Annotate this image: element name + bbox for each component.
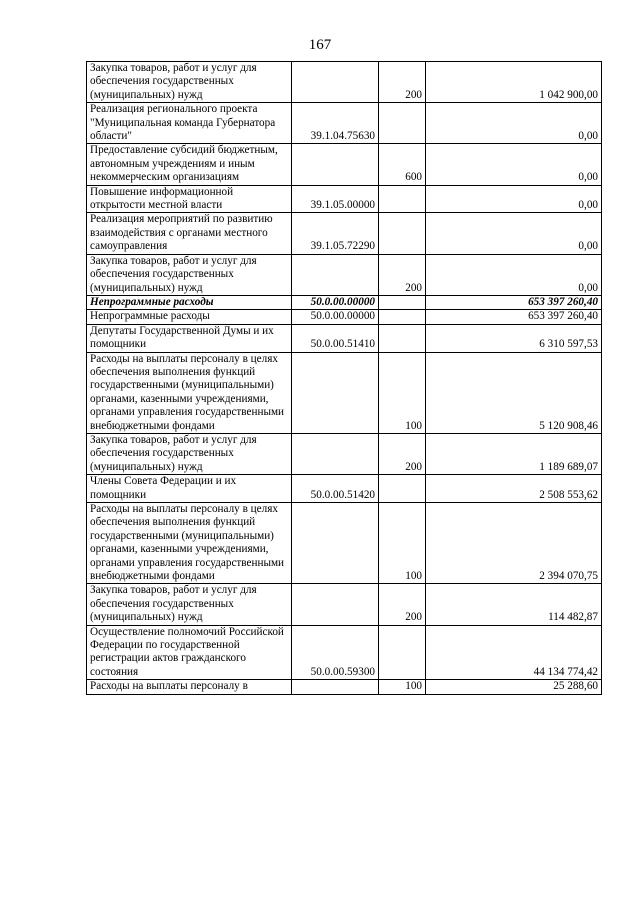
target-article-code-cell: [292, 584, 379, 625]
expense-name-cell: Закупка товаров, работ и услуг для обеспечения государственных (муниципальных) нужд: [87, 584, 292, 625]
expense-type-cell: [379, 295, 426, 309]
amount-cell: 1 189 689,07: [426, 433, 602, 474]
expense-name-cell: Повышение информационной открытости местной власти: [87, 185, 292, 213]
expense-name-cell: Осуществление полномочий Российской Федерации по государственной регистрации актов гражданского состояния: [87, 625, 292, 680]
amount-cell: 0,00: [426, 213, 602, 254]
amount-cell: 114 482,87: [426, 584, 602, 625]
expense-name-cell: Расходы на выплаты персоналу в целях обеспечения выполнения функций государственными (муниципальными) органами, казенными учреждениями, органами управления государственными внебюджетными фондами: [87, 352, 292, 433]
expense-name-cell: Непрограммные расходы: [87, 295, 292, 309]
table-row: [87, 584, 602, 625]
expense-name-cell: Расходы на выплаты персоналу в целях обеспечения выполнения функций государственными (муниципальными) органами, казенными учреждениями, органами управления государственными внебюджетными фондами: [87, 503, 292, 584]
target-article-code-cell: [292, 62, 379, 103]
table-row: [87, 103, 602, 144]
table-row: [87, 324, 602, 352]
expense-name-cell: Закупка товаров, работ и услуг для обеспечения государственных (муниципальных) нужд: [87, 62, 292, 103]
expense-type-cell: 200: [379, 584, 426, 625]
amount-cell: 5 120 908,46: [426, 352, 602, 433]
expense-type-cell: 100: [379, 680, 426, 694]
table-row: [87, 144, 602, 185]
expense-name-cell: Члены Совета Федерации и их помощники: [87, 475, 292, 503]
amount-cell: 44 134 774,42: [426, 625, 602, 680]
expense-type-cell: 200: [379, 433, 426, 474]
amount-cell: 0,00: [426, 185, 602, 213]
target-article-code-cell: 50.0.00.51420: [292, 475, 379, 503]
target-article-code-cell: [292, 503, 379, 584]
table-row: [87, 213, 602, 254]
table-row: [87, 475, 602, 503]
target-article-code-cell: 39.1.05.00000: [292, 185, 379, 213]
amount-cell: 0,00: [426, 144, 602, 185]
target-article-code-cell: 39.1.04.75630: [292, 103, 379, 144]
expense-type-cell: [379, 324, 426, 352]
amount-cell: 2 394 070,75: [426, 503, 602, 584]
expense-type-cell: 600: [379, 144, 426, 185]
table-row: [87, 295, 602, 309]
table-row: [87, 625, 602, 680]
amount-cell: 2 508 553,62: [426, 475, 602, 503]
expense-name-cell: Непрограммные расходы: [87, 310, 292, 324]
amount-cell: 25 288,60: [426, 680, 602, 694]
expense-name-cell: Реализация регионального проекта "Муниципальная команда Губернатора области": [87, 103, 292, 144]
expense-type-cell: 200: [379, 62, 426, 103]
amount-cell: 6 310 597,53: [426, 324, 602, 352]
table-row: [87, 254, 602, 295]
target-article-code-cell: [292, 680, 379, 694]
table-row: [87, 433, 602, 474]
expense-type-cell: [379, 185, 426, 213]
target-article-code-cell: 39.1.05.72290: [292, 213, 379, 254]
target-article-code-cell: [292, 254, 379, 295]
table-row: [87, 352, 602, 433]
table-row: [87, 310, 602, 324]
expense-name-cell: Закупка товаров, работ и услуг для обеспечения государственных (муниципальных) нужд: [87, 433, 292, 474]
table-row: [87, 62, 602, 103]
table-row: [87, 503, 602, 584]
target-article-code-cell: 50.0.00.00000: [292, 295, 379, 309]
target-article-code-cell: [292, 144, 379, 185]
expense-name-cell: Закупка товаров, работ и услуг для обеспечения государственных (муниципальных) нужд: [87, 254, 292, 295]
expense-type-cell: [379, 213, 426, 254]
amount-cell: 653 397 260,40: [426, 310, 602, 324]
expense-type-cell: 200: [379, 254, 426, 295]
expense-type-cell: 100: [379, 352, 426, 433]
amount-cell: 0,00: [426, 254, 602, 295]
table-row: [87, 185, 602, 213]
table-row: [87, 680, 602, 694]
amount-cell: 1 042 900,00: [426, 62, 602, 103]
expense-name-cell: Депутаты Государственной Думы и их помощники: [87, 324, 292, 352]
target-article-code-cell: 50.0.00.51410: [292, 324, 379, 352]
expense-type-cell: [379, 625, 426, 680]
expense-name-cell: Предоставление субсидий бюджетным, автономным учреждениям и иным некоммерческим организациям: [87, 144, 292, 185]
expense-type-cell: [379, 310, 426, 324]
budget-table: [86, 61, 602, 695]
target-article-code-cell: 50.0.00.59300: [292, 625, 379, 680]
amount-cell: 653 397 260,40: [426, 295, 602, 309]
expense-name-cell: Реализация мероприятий по развитию взаимодействия с органами местного самоуправления: [87, 213, 292, 254]
expense-type-cell: [379, 103, 426, 144]
target-article-code-cell: 50.0.00.00000: [292, 310, 379, 324]
budget-table-body: [87, 62, 602, 695]
target-article-code-cell: [292, 433, 379, 474]
expense-type-cell: [379, 475, 426, 503]
target-article-code-cell: [292, 352, 379, 433]
page-number: 167: [308, 37, 332, 53]
expense-name-cell: Расходы на выплаты персоналу в: [87, 680, 292, 694]
expense-type-cell: 100: [379, 503, 426, 584]
amount-cell: 0,00: [426, 103, 602, 144]
